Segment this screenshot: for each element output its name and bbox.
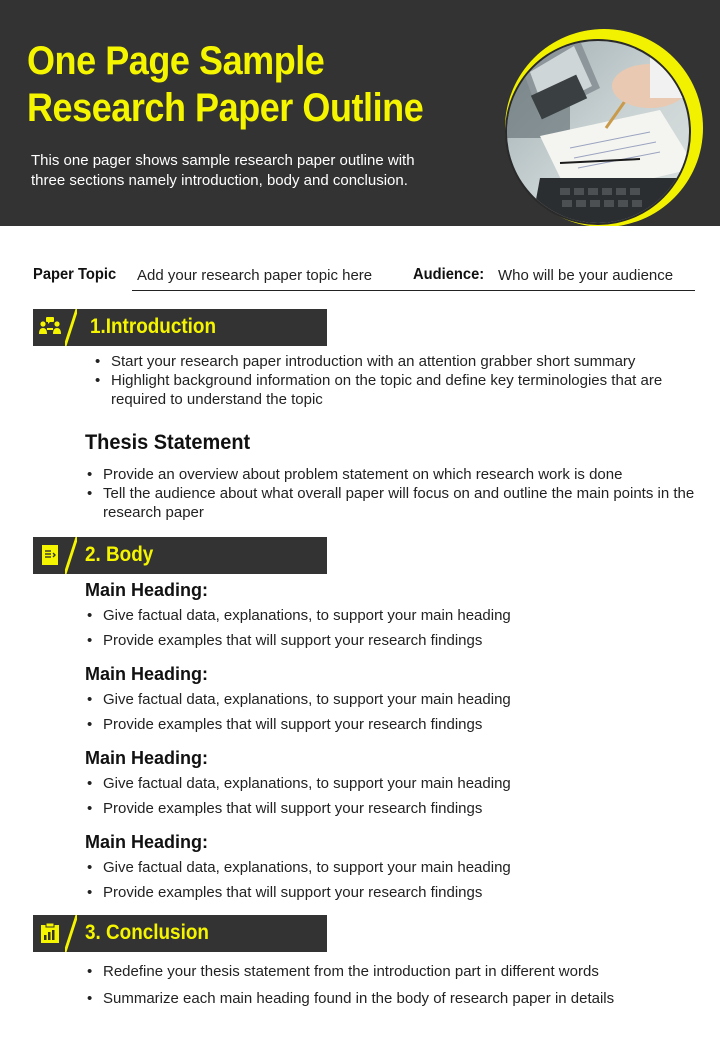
main-heading: Main Heading: <box>85 664 209 684</box>
audience-label: Audience: <box>413 266 485 283</box>
thesis-statement-title: Thesis Statement <box>85 431 251 454</box>
section-divider-slash <box>65 537 77 574</box>
list-item: • Give factual data, explanations, to support your main heading <box>84 771 696 796</box>
introduction-title: 1.Introduction <box>90 315 216 338</box>
body-title: 2. Body <box>85 543 154 566</box>
paper-topic-label: Paper Topic <box>33 266 117 283</box>
title-line-1: One Page Sample <box>27 39 325 83</box>
list-item: • Highlight background information on the topic and define key terminologies that are required to understand the topic <box>92 371 692 409</box>
paper-topic-row <box>33 262 695 290</box>
section-divider-slash <box>65 309 77 346</box>
header-photo <box>500 28 704 226</box>
subtitle-line-1: This one pager shows sample research paper outline with <box>31 152 415 169</box>
main-heading: Main Heading: <box>85 748 209 768</box>
body-group-bullets <box>84 771 696 821</box>
introduction-section-header <box>33 309 327 346</box>
list-item: • Give factual data, explanations, to support your main heading <box>84 855 696 880</box>
report-chart-icon <box>38 921 62 945</box>
section-divider-slash <box>65 915 77 952</box>
list-item: • Tell the audience about what overall paper will focus on and outline the main points in the research paper <box>84 484 696 522</box>
body-group-bullets <box>84 855 696 905</box>
body-group-bullets <box>84 687 696 737</box>
topic-underline <box>132 290 695 291</box>
people-discussion-icon <box>38 315 62 339</box>
page-title <box>27 38 423 132</box>
paper-topic-field[interactable]: Add your research paper topic here <box>137 267 373 284</box>
list-item: • Give factual data, explanations, to support your main heading <box>84 603 696 628</box>
list-item: • Give factual data, explanations, to support your main heading <box>84 687 696 712</box>
body-section-header <box>33 537 327 574</box>
subtitle-line-2: three sections namely introduction, body and conclusion. <box>31 172 408 189</box>
conclusion-section-header <box>33 915 327 952</box>
list-item: • Provide examples that will support your research findings <box>84 796 696 821</box>
main-heading: Main Heading: <box>85 832 209 852</box>
conclusion-bullets <box>84 958 696 1012</box>
body-group-bullets <box>84 603 696 653</box>
page-subtitle <box>31 151 471 191</box>
introduction-bullets <box>92 352 692 409</box>
title-line-2: Research Paper Outline <box>27 86 424 130</box>
list-item: • Provide examples that will support your research findings <box>84 628 696 653</box>
main-heading: Main Heading: <box>85 580 209 600</box>
list-item: • Summarize each main heading found in the body of research paper in details <box>84 985 696 1012</box>
document-icon <box>38 543 62 567</box>
conclusion-title: 3. Conclusion <box>85 921 209 944</box>
list-item: • Provide an overview about problem statement on which research work is done <box>84 465 696 484</box>
list-item: • Provide examples that will support your research findings <box>84 712 696 737</box>
header-banner <box>0 0 720 226</box>
audience-field[interactable]: Who will be your audience <box>498 267 674 284</box>
list-item: • Redefine your thesis statement from the introduction part in different words <box>84 958 696 985</box>
thesis-bullets <box>84 465 696 522</box>
list-item: • Provide examples that will support your research findings <box>84 880 696 905</box>
list-item: • Start your research paper introduction with an attention grabber short summary <box>92 352 692 371</box>
